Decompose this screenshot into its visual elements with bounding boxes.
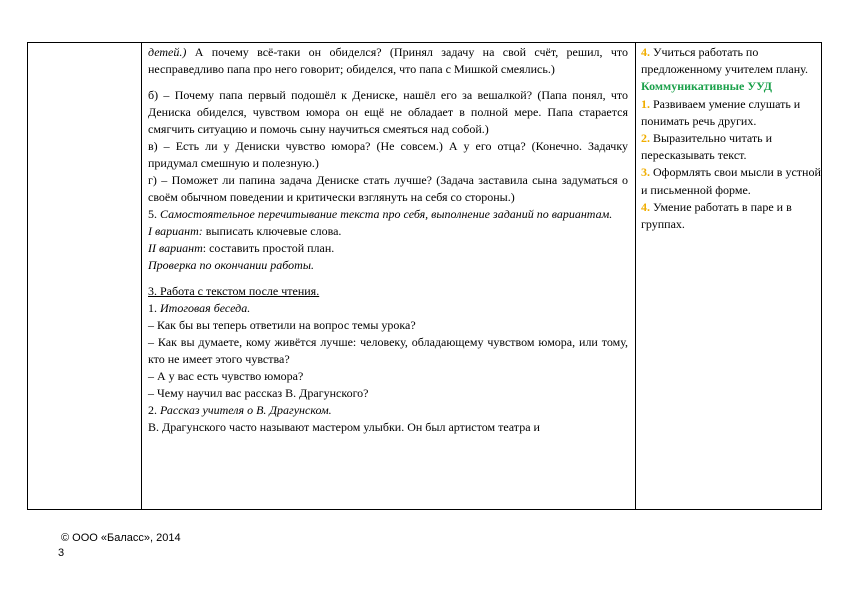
skill-text: Учиться работать по предложенному учителем плану.	[641, 45, 808, 77]
item-number: 3.	[641, 165, 650, 180]
teacher-story	[148, 402, 628, 419]
skill-text: Оформлять свои мысли в устной и письменной форме.	[641, 165, 821, 197]
table-divider-2	[635, 42, 636, 510]
question-line: – Как бы вы теперь ответили на вопрос темы урока?	[148, 318, 416, 332]
item-number: 5.	[148, 207, 160, 221]
italic-fragment: II вариант	[148, 241, 203, 255]
item-number: 1.	[641, 96, 650, 111]
skill-text: Умение работать в паре и в группах.	[641, 199, 792, 232]
question-v: в) – Есть ли у Дениски чувство юмора? (Не совсем.) А у его отца? (Конечно. Задачку придумал смешную и полезную.)	[148, 139, 628, 170]
variant-1	[148, 223, 628, 240]
skill-text: Развиваем умение слушать и понимать речь других.	[641, 96, 801, 128]
table-divider-1	[141, 42, 142, 510]
italic-fragment: I вариант:	[148, 224, 203, 238]
lesson-content-column	[148, 44, 628, 436]
italic-fragment: Рассказ учителя о В. Драгунском.	[160, 403, 332, 417]
italic-fragment: Самостоятельное перечитывание текста про себя, выполнение заданий по вариантам.	[160, 207, 613, 221]
item-number: 2.	[148, 403, 160, 417]
table-left-border	[27, 42, 28, 510]
section-heading-communicative: Коммуникативные УУД	[641, 79, 773, 94]
check-note: Проверка по окончании работы.	[148, 258, 314, 272]
table-top-border	[27, 42, 822, 43]
underlined-heading: 3. Работа с текстом после чтения.	[148, 284, 320, 298]
table-bottom-border	[27, 509, 822, 510]
paragraph	[148, 44, 628, 78]
item-number: 4.	[641, 45, 650, 59]
italic-fragment: детей.)	[148, 45, 187, 59]
variant-2	[148, 240, 628, 257]
table-right-border	[821, 42, 822, 510]
question-line: – Как вы думаете, кому живётся лучше: человеку, обладающему чувством юмора, или тому, кто не имеет этого чувства?	[148, 335, 628, 366]
item-number: 2.	[641, 131, 650, 146]
italic-fragment: Итоговая беседа.	[160, 301, 251, 315]
skill-item	[641, 44, 821, 78]
question-line: – А у вас есть чувство юмора?	[148, 369, 304, 383]
summary-talk	[148, 300, 628, 317]
page-number: 3	[58, 547, 65, 559]
skill-item	[641, 96, 821, 130]
question-line: – Чему научил вас рассказ В. Драгунского?	[148, 386, 369, 400]
skill-item	[641, 199, 821, 233]
story-text: В. Драгунского часто называют мастером улыбки. Он был артистом театра и	[148, 420, 540, 434]
text-fragment: выписать ключевые слова.	[202, 224, 342, 238]
skill-item	[641, 130, 821, 164]
question-g: г) – Поможет ли папина задача Дениске стать лучше? (Задача заставила сына задуматься о своём обычном поведении и критически взглянуть на себя со стороны.)	[148, 173, 628, 204]
task-5	[148, 206, 628, 223]
item-number: 1.	[148, 301, 160, 315]
question-b: б) – Почему папа первый подошёл к Дениске, нашёл его за вешалкой? (Папа понял, что Дениска обиделся, чувством юмора он ещё не обладает в полной мере. Папа старается смягчить ситуацию и помочь сыну научиться смеяться над собой.)	[148, 88, 628, 136]
copyright-footer: © ООО «Баласс», 2014	[61, 532, 181, 544]
skill-text: Выразительно читать и пересказывать текст.	[641, 131, 773, 163]
skills-column	[641, 44, 821, 233]
text-fragment: А почему всё-таки он обиделся? (Принял задачу на свой счёт, решил, что несправедливо папа про него говорит; обиделся, что папа с Мишкой смеялись.)	[148, 45, 628, 76]
text-fragment: : составить простой план.	[202, 241, 335, 255]
skill-item	[641, 164, 821, 198]
item-number: 4.	[641, 199, 650, 214]
section-heading	[148, 283, 628, 300]
